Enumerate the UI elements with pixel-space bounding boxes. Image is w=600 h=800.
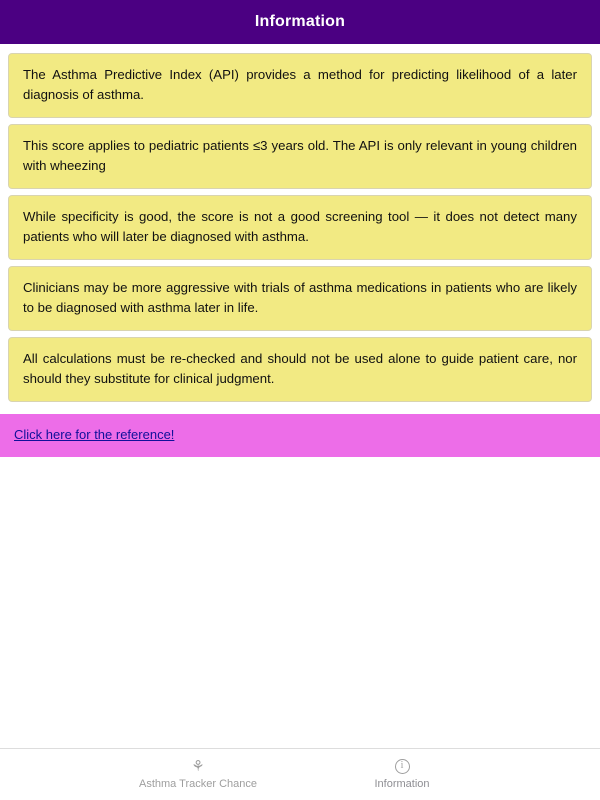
asthma-icon-glyph: ⚘ — [191, 757, 205, 775]
bottom-tab-bar — [0, 748, 600, 800]
info-card — [8, 53, 592, 118]
information-content — [0, 44, 600, 748]
info-circle-icon — [395, 757, 410, 775]
info-card — [8, 195, 592, 260]
info-card — [8, 124, 592, 189]
tab-label: Asthma Tracker Chance — [139, 778, 257, 790]
info-card-text: The Asthma Predictive Index (API) provides a method for predicting likelihood of a later diagnosis of asthma. — [23, 67, 577, 102]
info-card-text: While specificity is good, the score is not a good screening tool — it does not detect many patients who will later be diagnosed with asthma. — [23, 209, 577, 244]
asthma-icon — [191, 757, 204, 775]
reference-link[interactable]: Click here for the reference! — [14, 427, 175, 442]
tab-label: Information — [374, 778, 430, 790]
info-circle-icon-glyph: i — [395, 759, 410, 774]
info-card-text: Clinicians may be more aggressive with trials of asthma medications in patients who are likely to be diagnosed with asthma later in life. — [23, 280, 577, 315]
tab-information[interactable] — [342, 757, 462, 790]
page-title: Information — [254, 13, 346, 30]
tab-asthma-tracker-chance[interactable] — [138, 757, 258, 790]
page-header — [0, 0, 600, 44]
info-card-text: This score applies to pediatric patients ≤3 years old. The API is only relevant in young children with wheezing — [23, 138, 577, 173]
reference-bar — [0, 414, 600, 457]
info-card — [8, 337, 592, 402]
info-card-text: All calculations must be re-checked and should not be used alone to guide patient care, nor should they substitute for clinical judgment. — [23, 351, 577, 386]
info-card — [8, 266, 592, 331]
